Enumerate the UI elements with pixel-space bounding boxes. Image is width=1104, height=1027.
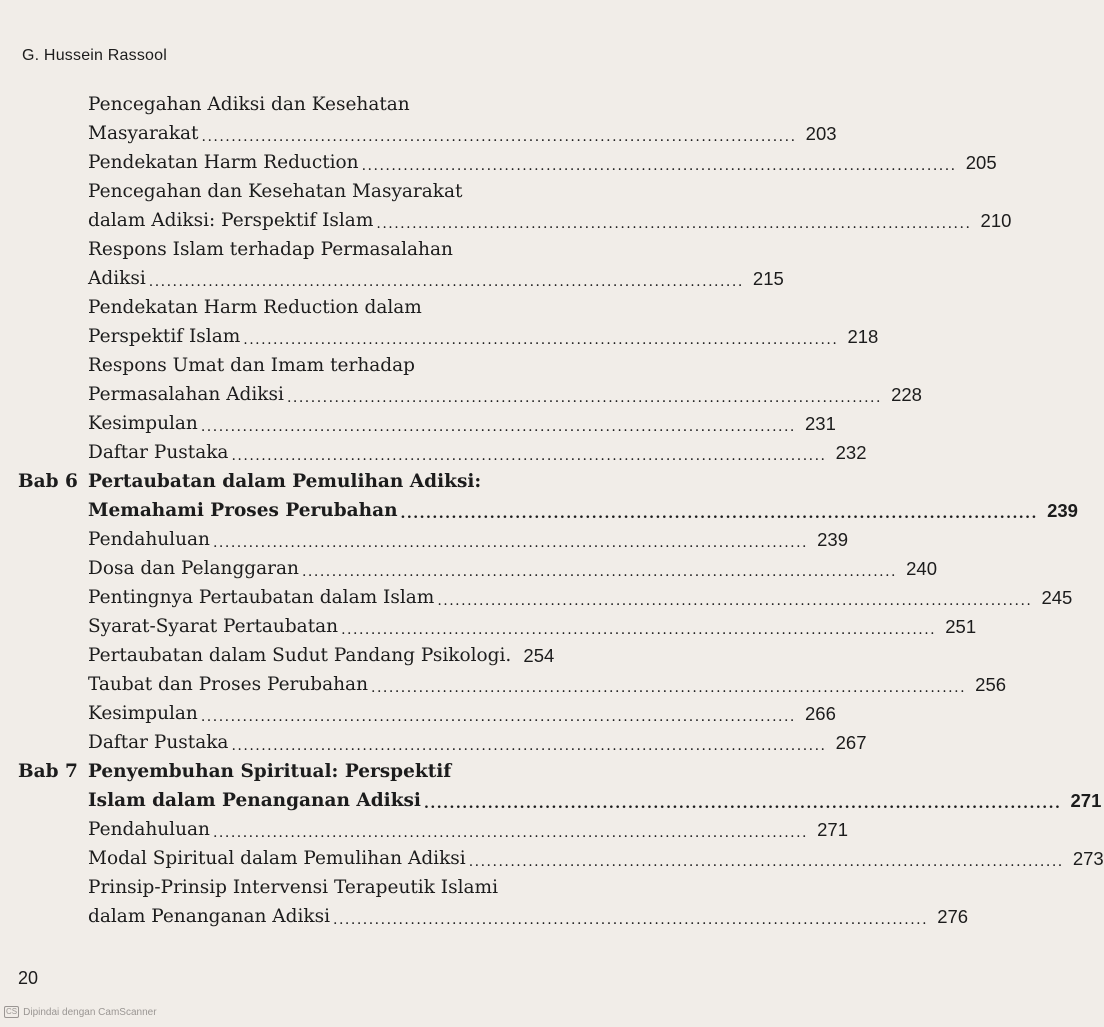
toc-entry-line: Pencegahan Adiksi dan Kesehatan xyxy=(88,94,410,115)
page-number: 239 xyxy=(817,529,848,550)
leader-dots: .................................................................................................... xyxy=(243,332,839,348)
page-number: 251 xyxy=(945,616,977,637)
chapter-heading-end xyxy=(0,496,1078,525)
page-number: 271 xyxy=(1070,790,1102,811)
toc-entry: Perspektif Islam .................................................................................................... 218 xyxy=(0,322,600,351)
scanner-text: Dipindai dengan CamScanner xyxy=(23,1006,157,1018)
toc-entry-line: Pencegahan dan Kesehatan Masyarakat xyxy=(88,181,463,202)
chapter-number: Bab 7 xyxy=(18,761,78,782)
toc-entry: Pendekatan Harm Reduction .................................................................................................... 205 xyxy=(0,148,600,177)
page-number: 245 xyxy=(1041,587,1073,608)
chapter-title-line: Penyembuhan Spiritual: Perspektif xyxy=(88,761,452,782)
toc-entry: Daftar Pustaka .................................................................................................... 267 xyxy=(0,728,600,757)
camscanner-logo-icon: CS xyxy=(6,1007,18,1016)
page-number: 273 xyxy=(1072,848,1104,869)
page-number: 203 xyxy=(805,123,837,144)
toc-entry: Pendahuluan .................................................................................................... 271 xyxy=(0,815,600,844)
toc-entry: Pendahuluan .................................................................................................... 239 xyxy=(0,525,600,554)
page-number: 218 xyxy=(847,326,879,347)
toc-entry: Syarat-Syarat Pertaubatan .................................................................................................... 251 xyxy=(0,612,600,641)
page-number: 240 xyxy=(906,558,938,579)
toc-entry: Dosa dan Pelanggaran .................................................................................................... 240 xyxy=(0,554,600,583)
page-number: 215 xyxy=(752,268,784,289)
scanner-watermark xyxy=(4,1006,157,1018)
leader-dots: .................................................................................................... xyxy=(341,622,937,638)
toc-entry-line: Respons Umat dan Imam terhadap xyxy=(88,355,415,376)
toc-entry-line: Respons Islam terhadap Permasalahan xyxy=(88,239,453,260)
chapter-heading xyxy=(0,757,600,786)
page-number: 267 xyxy=(835,732,867,753)
leader-dots: .................................................................................................... xyxy=(231,448,827,464)
toc-entry: Masyarakat .................................................................................................... 203 xyxy=(0,119,600,148)
page-number: 205 xyxy=(965,152,997,173)
toc-entry: Modal Spiritual dalam Pemulihan Adiksi .................................................................................................... 273 xyxy=(0,844,600,873)
leader-dots: .................................................................................................... xyxy=(200,709,796,725)
toc-entry: Taubat dan Proses Perubahan .................................................................................................... 256 xyxy=(0,670,600,699)
page-number: 232 xyxy=(835,442,867,463)
leader-dots: .................................................................................................... xyxy=(200,419,796,435)
leader-dots: .................................................................................................... xyxy=(400,506,1038,522)
leader-dots: .................................................................................................... xyxy=(212,535,808,551)
toc-entry-line: Pendekatan Harm Reduction dalam xyxy=(88,297,422,318)
toc-entry: Kesimpulan .................................................................................................... 266 xyxy=(0,699,600,728)
chapter-title-line: Memahami Proses Perubahan xyxy=(88,500,398,521)
page-number: 266 xyxy=(805,703,836,724)
chapter-title-line: Pertaubatan dalam Pemulihan Adiksi: xyxy=(88,471,482,492)
chapter-number: Bab 6 xyxy=(18,471,78,492)
leader-dots: .................................................................................................... xyxy=(376,216,972,232)
running-header: G. Hussein Rassool xyxy=(22,47,167,64)
page-number: 256 xyxy=(975,674,1007,695)
toc-entry: dalam Adiksi: Perspektif Islam .................................................................................................... 210 xyxy=(0,206,600,235)
leader-dots: .................................................................................................... xyxy=(371,680,967,696)
page-number: 271 xyxy=(817,819,848,840)
toc-entry: Pertaubatan dalam Sudut Pandang Psikologi. 254 xyxy=(0,641,600,670)
leader-dots: .................................................................................................... xyxy=(201,129,797,145)
chapter-heading xyxy=(0,467,600,496)
folio-page-number: 20 xyxy=(18,968,39,988)
toc-entry: Kesimpulan .................................................................................................... 231 xyxy=(0,409,600,438)
toc-entry: Permasalahan Adiksi .................................................................................................... 228 xyxy=(0,380,600,409)
leader-dots: .................................................................................................... xyxy=(468,854,1064,870)
page-number: 239 xyxy=(1047,500,1078,521)
table-of-contents xyxy=(0,90,1104,931)
page-number: 231 xyxy=(805,413,836,434)
toc-entry-line: Prinsip-Prinsip Intervensi Terapeutik Islami xyxy=(88,877,499,898)
page-number: 254 xyxy=(523,645,555,666)
leader-dots: .................................................................................................... xyxy=(148,274,744,290)
leader-dots: .................................................................................................... xyxy=(301,564,898,580)
leader-dots: .................................................................................................... xyxy=(212,825,808,841)
toc-entry: Daftar Pustaka .................................................................................................... 232 xyxy=(0,438,600,467)
toc-entry: dalam Penanganan Adiksi .................................................................................................... 276 xyxy=(0,902,600,931)
leader-dots: .................................................................................................... xyxy=(231,738,827,754)
leader-dots: .................................................................................................... xyxy=(423,796,1062,812)
page-number: 210 xyxy=(980,210,1012,231)
chapter-heading-end xyxy=(0,786,1102,815)
leader-dots: .................................................................................................... xyxy=(361,158,957,174)
toc-entry: Adiksi .................................................................................................... 215 xyxy=(0,264,600,293)
leader-dots: .................................................................................................... xyxy=(437,593,1033,609)
toc-entry: Pentingnya Pertaubatan dalam Islam .................................................................................................... 245 xyxy=(0,583,600,612)
leader-dots: .................................................................................................... xyxy=(333,912,929,928)
leader-dots: .................................................................................................... xyxy=(286,390,882,406)
page-number: 276 xyxy=(937,906,969,927)
chapter-title-line: Islam dalam Penanganan Adiksi xyxy=(88,790,421,811)
page-number: 228 xyxy=(891,384,922,405)
